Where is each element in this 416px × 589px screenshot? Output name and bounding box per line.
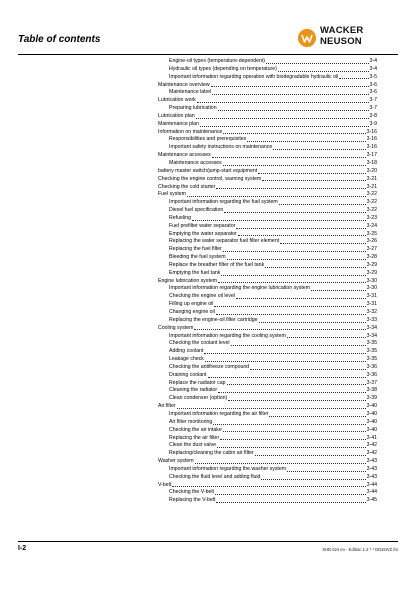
toc-entry-title: Replace the breather filter of the fuel tank — [169, 261, 265, 268]
toc-entry-title: Checking the engine control, warning system — [158, 175, 262, 182]
toc-entry-title: Air filter monitoring — [169, 418, 213, 425]
logo-badge-icon — [298, 29, 316, 47]
dot-leader — [247, 136, 365, 142]
toc-entry-page: 3-44 — [366, 489, 377, 496]
dot-leader — [212, 152, 366, 158]
dot-leader — [279, 199, 366, 205]
dot-leader — [227, 254, 366, 260]
toc-entry-page: 3-29 — [366, 269, 377, 276]
toc-entry-title: Bleeding the fuel system — [169, 254, 226, 261]
toc-entry[interactable] — [158, 387, 377, 395]
toc-entry-page: 3-22 — [366, 191, 377, 198]
dot-leader — [266, 58, 368, 64]
wacker-neuson-logo — [298, 26, 398, 52]
toc-entry-title: Replacing the fuel filter — [169, 246, 222, 253]
toc-entry-page: 3-4 — [369, 58, 377, 64]
toc-entry-page: 3-29 — [366, 261, 377, 268]
toc-entry[interactable] — [158, 403, 377, 411]
toc-entry[interactable] — [158, 238, 377, 246]
toc-entry-title: Maintenance accesses — [169, 159, 222, 166]
toc-entry-page: 3-35 — [366, 348, 377, 355]
toc-entry[interactable] — [158, 74, 377, 82]
toc-entry-title: Maintenance overview — [158, 81, 210, 88]
dot-leader — [194, 325, 365, 331]
toc-entry[interactable] — [158, 497, 377, 505]
logo-line-1: WACKER — [320, 25, 364, 36]
toc-entry[interactable] — [158, 246, 377, 254]
dot-leader — [262, 176, 365, 182]
toc-entry-page: 3-23 — [366, 214, 377, 221]
toc-entry-page: 3-38 — [366, 387, 377, 394]
toc-entry-title: Emptying the fuel tank — [169, 269, 221, 276]
dot-leader — [223, 427, 366, 433]
toc-entry-page: 3-42 — [366, 442, 377, 449]
dot-leader — [205, 356, 366, 362]
toc-entry-page: 3-31 — [366, 301, 377, 308]
dot-leader — [223, 246, 366, 252]
dot-leader — [238, 231, 366, 237]
toc-entry[interactable] — [158, 144, 377, 152]
dot-leader — [287, 466, 366, 472]
toc-entry-page: 3-5 — [369, 73, 377, 80]
dot-leader — [265, 262, 365, 268]
toc-entry[interactable] — [158, 482, 377, 490]
toc-entry-page: 3-30 — [366, 277, 377, 284]
toc-entry-title: Draining coolant — [169, 371, 207, 378]
toc-entry-title: Important information regarding the fuel system — [169, 199, 278, 206]
toc-entry[interactable] — [158, 325, 377, 333]
toc-entry[interactable] — [158, 356, 377, 364]
toc-entry[interactable] — [158, 223, 377, 231]
dot-leader — [311, 285, 366, 291]
toc-entry[interactable] — [158, 474, 377, 482]
toc-entry-title: Engine-oil types (temperature-dependent) — [169, 58, 266, 64]
toc-entry-page: 3-20 — [366, 167, 377, 174]
toc-entry-title: Cooling system — [158, 324, 194, 331]
dot-leader — [287, 333, 366, 339]
toc-entry-title: Checking the antifreeze compound — [169, 363, 250, 370]
toc-entry-title: Preparing lubrication — [169, 105, 217, 112]
dot-leader — [228, 395, 365, 401]
toc-entry-title: Checking the coolant level — [169, 340, 230, 347]
dot-leader — [196, 113, 369, 119]
toc-entry[interactable] — [158, 270, 377, 278]
toc-entry-page: 3-6 — [369, 81, 377, 88]
toc-entry-page: 3-25 — [366, 230, 377, 237]
toc-entry[interactable] — [158, 278, 377, 286]
toc-entry[interactable] — [158, 191, 377, 199]
toc-entry-title: Important information regarding the air filter — [169, 410, 269, 417]
dot-leader — [231, 340, 366, 346]
toc-entry-page: 3-33 — [366, 316, 377, 323]
toc-entry-page: 3-37 — [366, 379, 377, 386]
toc-entry-page: 3-30 — [366, 285, 377, 292]
dot-leader — [258, 168, 365, 174]
toc-entry-title: Cleaning the radiator — [169, 387, 218, 394]
dot-leader — [218, 278, 366, 284]
toc-entry[interactable] — [158, 348, 377, 356]
header-divider — [18, 54, 398, 55]
toc-entry-title: Adding coolant — [169, 348, 204, 355]
toc-entry-title: Maintenance plan — [158, 120, 199, 127]
toc-entry-title: Replacing the engine-oil filter cartridge — [169, 316, 258, 323]
toc-entry-title: Fuel system — [158, 191, 186, 198]
toc-entry[interactable] — [158, 411, 377, 419]
toc-entry-page: 3-45 — [366, 497, 377, 504]
toc-entry-page: 3-34 — [366, 332, 377, 339]
toc-entry-page: 3-36 — [366, 363, 377, 370]
dot-leader — [214, 301, 365, 307]
dot-leader — [217, 442, 366, 448]
toc-entry-page: 3-27 — [366, 246, 377, 253]
dot-leader — [339, 74, 368, 80]
toc-entry[interactable] — [158, 168, 377, 176]
toc-entry-title: Washer system — [158, 458, 194, 465]
toc-entry[interactable] — [158, 309, 377, 317]
dot-leader — [172, 482, 365, 488]
toc-entry-title: Checking the V-belt — [169, 489, 214, 496]
toc-entry[interactable] — [158, 333, 377, 341]
toc-entry-page: 3-7 — [369, 97, 377, 104]
toc-entry[interactable] — [158, 317, 377, 325]
dot-leader — [216, 184, 365, 190]
dot-leader — [269, 411, 365, 417]
footer-divider — [18, 541, 398, 542]
dot-leader — [259, 317, 366, 323]
toc-entry[interactable] — [158, 435, 377, 443]
toc-entry-page: 3-43 — [366, 465, 377, 472]
logo-text — [320, 26, 363, 47]
dot-leader — [200, 121, 369, 127]
toc-entry-page: 3-4 — [369, 65, 377, 72]
toc-entry-page: 3-22 — [366, 207, 377, 214]
toc-entry[interactable] — [158, 176, 377, 184]
dot-leader — [192, 215, 366, 221]
toc-entry[interactable] — [158, 105, 377, 113]
toc-entry[interactable] — [158, 89, 377, 97]
toc-entry-title: Diesel fuel specification — [169, 207, 224, 214]
dot-leader — [280, 238, 365, 244]
toc-entry-page: 3-42 — [366, 450, 377, 457]
dot-leader — [255, 450, 366, 456]
toc-entry-page: 3-16 — [366, 128, 377, 135]
toc-entry-title: Lubrication work — [158, 97, 196, 104]
toc-entry[interactable] — [158, 121, 377, 129]
toc-entry-page: 3-16 — [366, 144, 377, 151]
toc-entry[interactable] — [158, 231, 377, 239]
toc-entry-title: Checking the cold starter — [158, 183, 216, 190]
dot-leader — [177, 403, 366, 409]
dot-leader — [216, 309, 366, 315]
toc-entry-title: Checking the engine oil level — [169, 293, 236, 300]
toc-entry-page: 3-26 — [366, 238, 377, 245]
toc-entry-page: 3-36 — [366, 371, 377, 378]
toc-entry[interactable] — [158, 129, 377, 137]
toc-entry-page: 3-43 — [366, 458, 377, 465]
toc-entry-page: 3-34 — [366, 324, 377, 331]
toc-entry-page: 3-22 — [366, 199, 377, 206]
toc-entry-page: 3-40 — [366, 410, 377, 417]
toc-entry[interactable] — [158, 207, 377, 215]
toc-entry-title: Replace the radiator cap — [169, 379, 226, 386]
toc-entry-title: Air filter — [158, 403, 176, 410]
toc-entry[interactable] — [158, 364, 377, 372]
dot-leader — [218, 105, 369, 111]
toc-entry-page: 3-8 — [369, 112, 377, 119]
toc-entry-page: 3-9 — [369, 120, 377, 127]
toc-entry-title: Important information regarding the engine lubrication system — [169, 285, 311, 292]
toc-entry[interactable] — [158, 293, 377, 301]
dot-leader — [273, 144, 365, 150]
dot-leader — [223, 160, 366, 166]
toc-entry-page: 3-40 — [366, 418, 377, 425]
toc-entry-page: 3-35 — [366, 340, 377, 347]
toc-entry-page: 3-44 — [366, 481, 377, 488]
dot-leader — [223, 129, 365, 135]
toc-entry-page: 3-39 — [366, 395, 377, 402]
toc-entry[interactable] — [158, 458, 377, 466]
toc-entry[interactable] — [158, 152, 377, 160]
toc-entry-page: 3-40 — [366, 426, 377, 433]
toc-entry-title: Replacing the water separator fuel filter element — [169, 238, 280, 245]
toc-entry[interactable] — [158, 136, 377, 144]
toc-entry-title: Maintenance accesses — [158, 152, 211, 159]
toc-entry-page: 3-18 — [366, 159, 377, 166]
toc-entry-title: Lubrication plan — [158, 112, 195, 119]
toc-entry-page: 3-21 — [366, 183, 377, 190]
toc-entry-page: 3-31 — [366, 293, 377, 300]
dot-leader — [213, 419, 365, 425]
dot-leader — [204, 348, 365, 354]
toc-entry-page: 3-32 — [366, 309, 377, 315]
toc-entry-title: Important information regarding the cooling system — [169, 332, 286, 339]
toc-entry[interactable] — [158, 489, 377, 497]
page-number: I-2 — [18, 545, 27, 552]
page-header — [18, 26, 398, 52]
toc-entry-title: V-belt — [158, 481, 172, 488]
toc-entry-title: Clean condenser (option) — [169, 395, 228, 402]
toc-entry-page: 3-35 — [366, 356, 377, 363]
dot-leader — [208, 372, 366, 378]
toc-entry[interactable] — [158, 442, 377, 450]
toc-entry[interactable] — [158, 58, 377, 66]
toc-entry[interactable] — [158, 82, 377, 90]
toc-entry[interactable] — [158, 66, 377, 74]
toc-entry-page: 3-16 — [366, 136, 377, 143]
toc-entry-title: Emptying the water separator — [169, 230, 237, 237]
toc-entry-title: Fuel prefilter water separator — [169, 222, 236, 229]
toc-entry-title: Maintenance label — [169, 89, 212, 96]
toc-entry-title: Important information regarding the washer system — [169, 465, 287, 472]
table-of-contents — [158, 58, 377, 505]
dot-leader — [195, 458, 366, 464]
dot-leader — [224, 207, 365, 213]
dot-leader — [227, 380, 366, 386]
dot-leader — [250, 364, 365, 370]
toc-entry[interactable] — [158, 285, 377, 293]
toc-entry-title: Engine lubrication system — [158, 277, 218, 284]
toc-entry-title: battery master switch/jump-start equipment — [158, 167, 258, 174]
toc-entry[interactable] — [158, 419, 377, 427]
toc-entry-page: 3-28 — [366, 254, 377, 261]
toc-entry-title: Replacing the air filter — [169, 434, 220, 441]
page-title: Table of contents — [18, 34, 101, 45]
dot-leader — [216, 497, 365, 503]
toc-entry[interactable] — [158, 254, 377, 262]
logo-line-2: NEUSON — [320, 35, 362, 47]
toc-entry[interactable] — [158, 380, 377, 388]
dot-leader — [218, 387, 365, 393]
toc-entry[interactable] — [158, 340, 377, 348]
toc-entry[interactable] — [158, 215, 377, 223]
toc-entry[interactable] — [158, 301, 377, 309]
toc-entry-title: Responsibilities and prerequisites — [169, 136, 247, 143]
toc-entry-page: 3-41 — [366, 434, 377, 441]
toc-entry-title: Replacing/cleaning the cabin air filter — [169, 450, 254, 457]
toc-entry[interactable] — [158, 466, 377, 474]
toc-entry[interactable] — [158, 395, 377, 403]
toc-entry-title: Leakage check — [169, 356, 204, 363]
toc-entry-title: Replacing the V-belt — [169, 497, 216, 504]
toc-entry-title: Important safety instructions on maintenance — [169, 144, 273, 151]
toc-entry-title: Important information regarding operation with biodegradable hydraulic oil — [169, 73, 339, 80]
toc-entry-page: 3-21 — [366, 175, 377, 182]
dot-leader — [212, 89, 368, 95]
toc-entry-title: Refueling — [169, 214, 191, 221]
toc-entry[interactable] — [158, 199, 377, 207]
dot-leader — [211, 82, 369, 88]
toc-entry[interactable] — [158, 372, 377, 380]
toc-entry-title: Filling up engine oil — [169, 301, 214, 308]
toc-entry[interactable] — [158, 160, 377, 168]
dot-leader — [221, 270, 365, 276]
toc-entry[interactable] — [158, 450, 377, 458]
dot-leader — [236, 223, 365, 229]
toc-entry[interactable] — [158, 113, 377, 121]
toc-entry[interactable] — [158, 97, 377, 105]
toc-entry-page: 3-7 — [369, 105, 377, 112]
dot-leader — [278, 66, 369, 72]
toc-entry-page: 3-43 — [366, 473, 377, 480]
toc-entry-title: Changing engine oil — [169, 309, 215, 315]
toc-entry[interactable] — [158, 427, 377, 435]
toc-entry[interactable] — [158, 184, 377, 192]
toc-entry-page: 3-24 — [366, 222, 377, 229]
toc-entry-title: Clean the dust valve — [169, 442, 217, 449]
toc-entry-title: Hydraulic oil types (depending on temperature) — [169, 65, 277, 72]
dot-leader — [236, 293, 366, 299]
toc-entry-title: Checking the fluid level and adding fluid — [169, 473, 261, 480]
toc-entry-page: 3-17 — [366, 152, 377, 159]
dot-leader — [187, 191, 366, 197]
toc-entry-title: Information on maintenance — [158, 128, 223, 135]
dot-leader — [197, 97, 369, 103]
document-reference: SHB 024 en - Edition 1.2 * * DD4sIVZ.fm — [322, 547, 398, 552]
toc-entry-title: Checking the air intake — [169, 426, 222, 433]
dot-leader — [215, 489, 366, 495]
dot-leader — [220, 435, 365, 441]
dot-leader — [261, 474, 365, 480]
toc-entry-page: 3-6 — [369, 89, 377, 96]
toc-entry[interactable] — [158, 262, 377, 270]
toc-entry-page: 3-40 — [366, 403, 377, 410]
